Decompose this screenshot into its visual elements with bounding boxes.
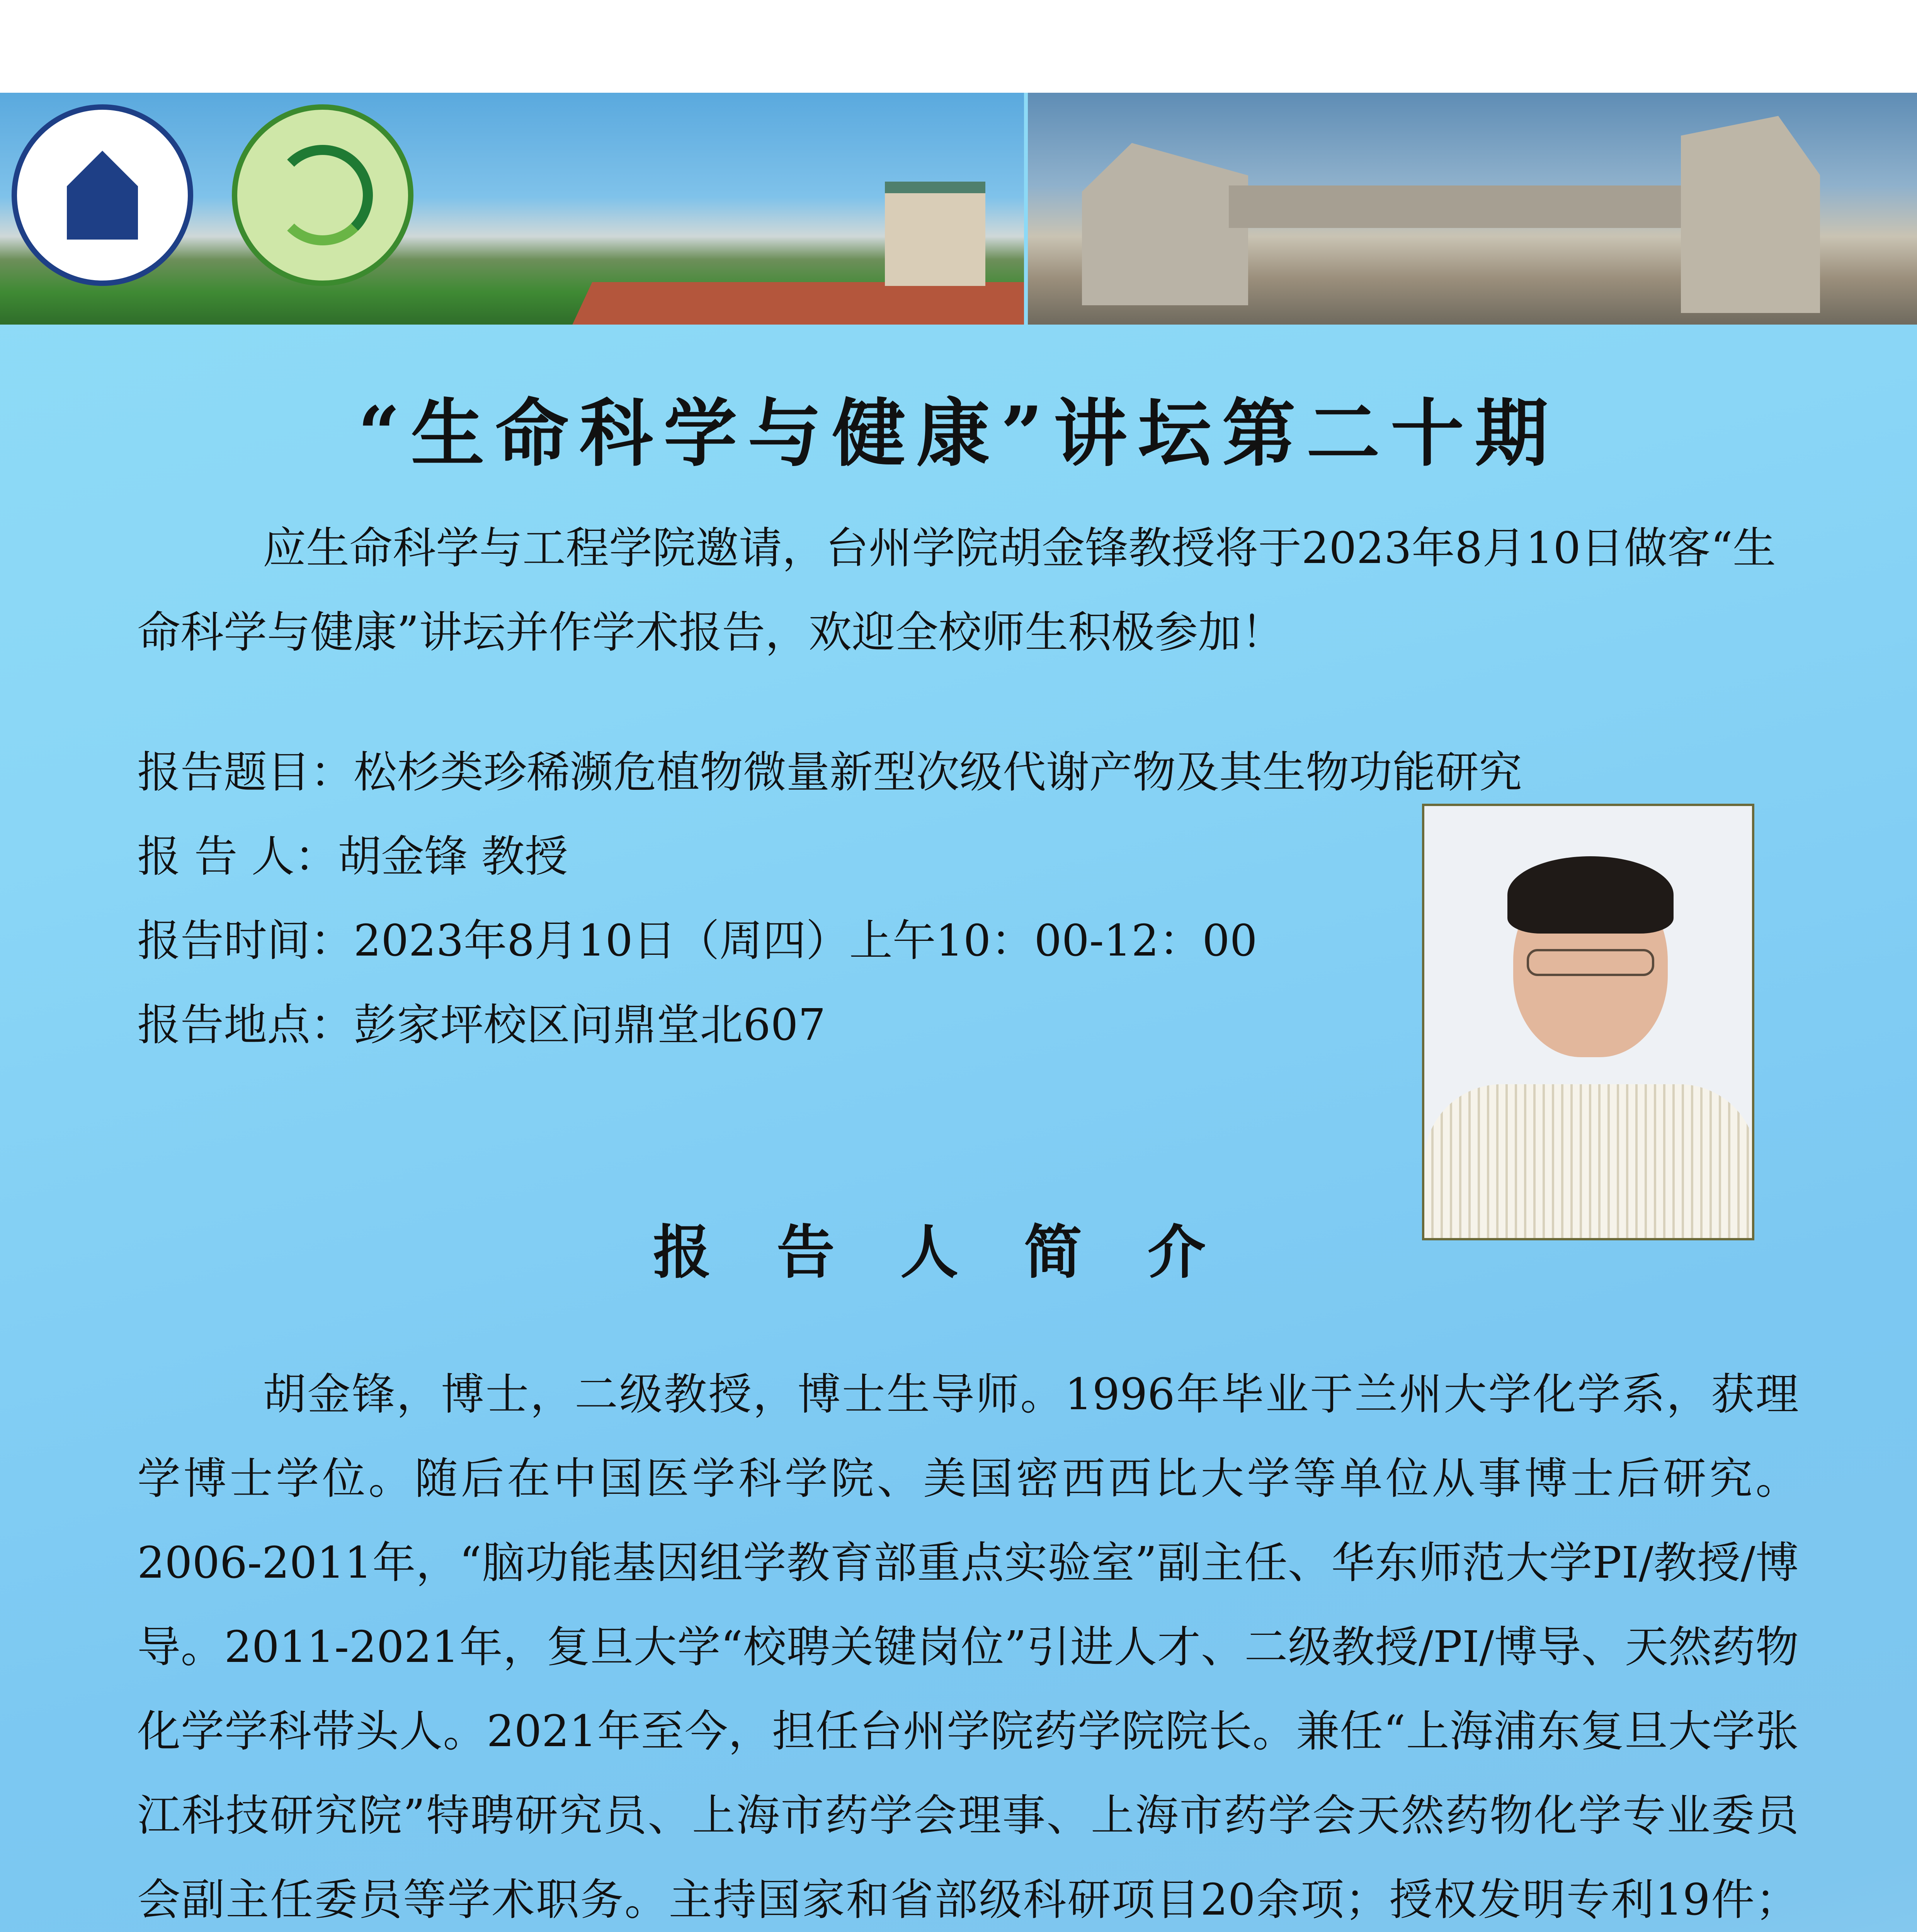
lzut-logo-building-icon [58, 151, 147, 240]
info-label: 报告地点： [137, 1000, 354, 1050]
info-value: 彭家坪校区问鼎堂北607 [354, 1000, 826, 1050]
speaker-bio-paragraph: 胡金锋，博士，二级教授，博士生导师。1996年毕业于兰州大学化学系，获理学博士学位。随后在中国医学科学院、美国密西西比大学等单位从事博士后研究。2006-2011年，“脑功能基因组学教育部重点实验室”副主任、华东师范大学PI/教授/博导。2011-2021年，复旦大学“校聘关键岗位”引进人才、二级教授/PI/博导、天然药物化学学科带头人。2021年至今，担任台州学院药学院院长。兼任“上海浦东复旦大学张江科技研究院”特聘研究员、上海市药学会理事、上海市药学会天然药物化学专业委员会副主任委员等学术职务。主持国家和省部级科研项目20余项；授权发明专利19件； [137, 1369, 1799, 1925]
gate-right-pillar [1681, 116, 1820, 313]
info-row-location [137, 983, 826, 1067]
school-logo-icon [232, 104, 413, 286]
info-label: 报告时间： [137, 916, 354, 966]
info-row-time [137, 899, 1257, 983]
running-track [567, 282, 1024, 325]
info-value: 胡金锋 教授 [338, 832, 568, 882]
campus-photo-left [0, 93, 1024, 325]
header-banner [0, 93, 1917, 325]
poster-title: “生命科学与健康”讲坛第二十期 [358, 390, 1559, 476]
campus-building [885, 182, 985, 286]
speaker-bio-heading: 报告人简介 [653, 1218, 1272, 1286]
speaker-shirt [1424, 1084, 1754, 1240]
lzut-logo-icon [12, 104, 193, 286]
poster [0, 93, 1917, 1932]
info-row-speaker [137, 815, 568, 899]
info-row-topic [137, 730, 1522, 815]
speaker-photo [1422, 804, 1754, 1240]
gate-beam [1229, 185, 1692, 228]
info-label: 报 告 人： [137, 832, 338, 882]
info-value: 2023年8月10日（周四）上午10：00-12：00 [354, 916, 1257, 966]
intro-paragraph: 应生命科学与工程学院邀请，台州学院胡金锋教授将于2023年8月10日做客“生命科学与健康”讲坛并作学术报告，欢迎全校师生积极参加！ [137, 523, 1776, 658]
school-logo-emblem-icon [272, 145, 373, 245]
speaker-hair [1507, 856, 1674, 934]
info-label: 报告题目： [137, 747, 354, 798]
info-value: 松杉类珍稀濒危植物微量新型次级代谢产物及其生物功能研究 [354, 747, 1522, 798]
speaker-glasses [1527, 949, 1654, 976]
